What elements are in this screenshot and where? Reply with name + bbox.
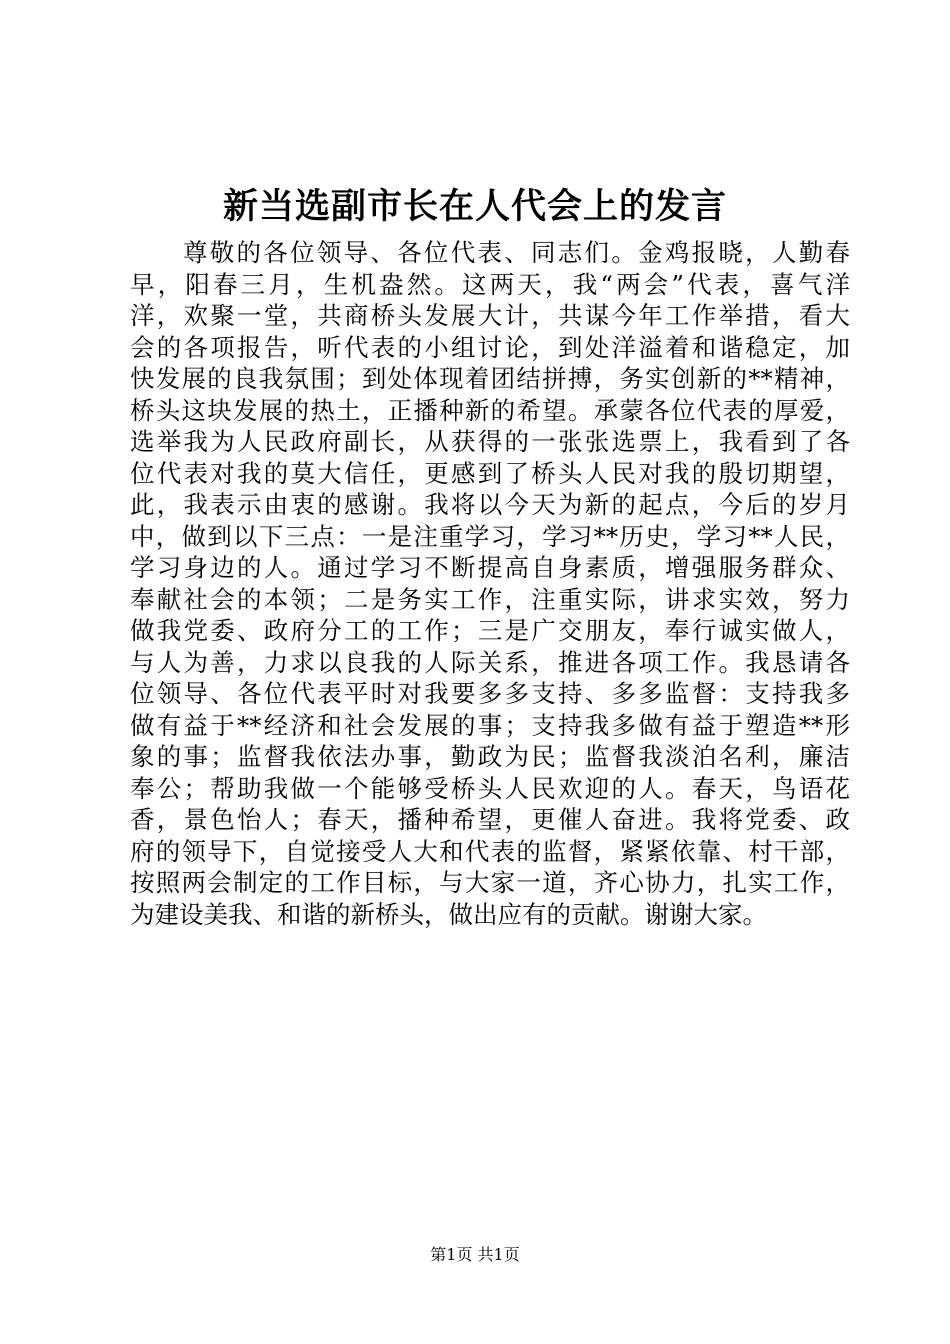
paragraph-line: 选举我为人民政府副长，从获得的一张张选票上，我看到了各	[130, 427, 850, 456]
paragraph-line: 做我党委、政府分工的工作；三是广交朋友，奉行诚实做人，	[130, 616, 850, 645]
paragraph-line: 洋，欢聚一堂，共商桥头发展大计，共谋今年工作举措，看大	[130, 301, 850, 330]
paragraph-line: 香，景色怡人；春天，播种希望，更催人奋进。我将党委、政	[130, 805, 850, 834]
paragraph-line: 早，阳春三月，生机盎然。这两天，我“两会”代表，喜气洋	[130, 269, 850, 299]
paragraph-line: 快发展的良我氛围；到处体现着团结拼搏，务实创新的**精神，	[130, 364, 850, 393]
paragraph-line: 做有益于**经济和社会发展的事；支持我多做有益于塑造**形	[130, 710, 850, 740]
paragraph-line: 奉公；帮助我做一个能够受桥头人民欢迎的人。春天，鸟语花	[130, 773, 850, 803]
paragraph-line: 尊敬的各位领导、各位代表、同志们。金鸡报晓，人勤春	[183, 238, 850, 267]
paragraph-line: 象的事；监督我依法办事，勤政为民；监督我淡泊名利，廉洁	[130, 742, 850, 771]
paragraph-line: 按照两会制定的工作目标，与大家一道，齐心协力，扎实工作，	[130, 868, 850, 897]
paragraph-line: 位领导、各位代表平时对我要多多支持、多多监督：支持我多	[130, 679, 850, 708]
document-title: 新当选副市长在人代会上的发言	[222, 186, 727, 227]
page-footer: 第1页 共1页	[430, 1245, 520, 1264]
paragraph-line: 桥头这块发展的热土，正播种新的希望。承蒙各位代表的厚爱，	[130, 395, 850, 425]
paragraph-line: 与人为善，力求以良我的人际关系，推进各项工作。我恳请各	[130, 647, 850, 677]
paragraph-line: 府的领导下，自觉接受人大和代表的监督，紧紧依靠、村干部，	[130, 836, 850, 866]
paragraph-line: 位代表对我的莫大信任，更感到了桥头人民对我的殷切期望，	[130, 458, 850, 488]
paragraph-line: 学习身边的人。通过学习不断提高自身素质，增强服务群众、	[130, 553, 850, 582]
document-body	[130, 237, 850, 930]
paragraph-line: 为建设美我、和谐的新桥头，做出应有的贡献。谢谢大家。	[130, 899, 767, 929]
paragraph-line: 此，我表示由衷的感谢。我将以今天为新的起点，今后的岁月	[130, 490, 850, 519]
paragraph-line: 奉献社会的本领；二是务实工作，注重实际，讲求实效，努力	[130, 584, 850, 614]
paragraph-line: 会的各项报告，听代表的小组讨论，到处洋溢着和谐稳定，加	[130, 332, 850, 362]
paragraph-line: 中，做到以下三点：一是注重学习，学习**历史，学习**人民，	[130, 521, 850, 551]
